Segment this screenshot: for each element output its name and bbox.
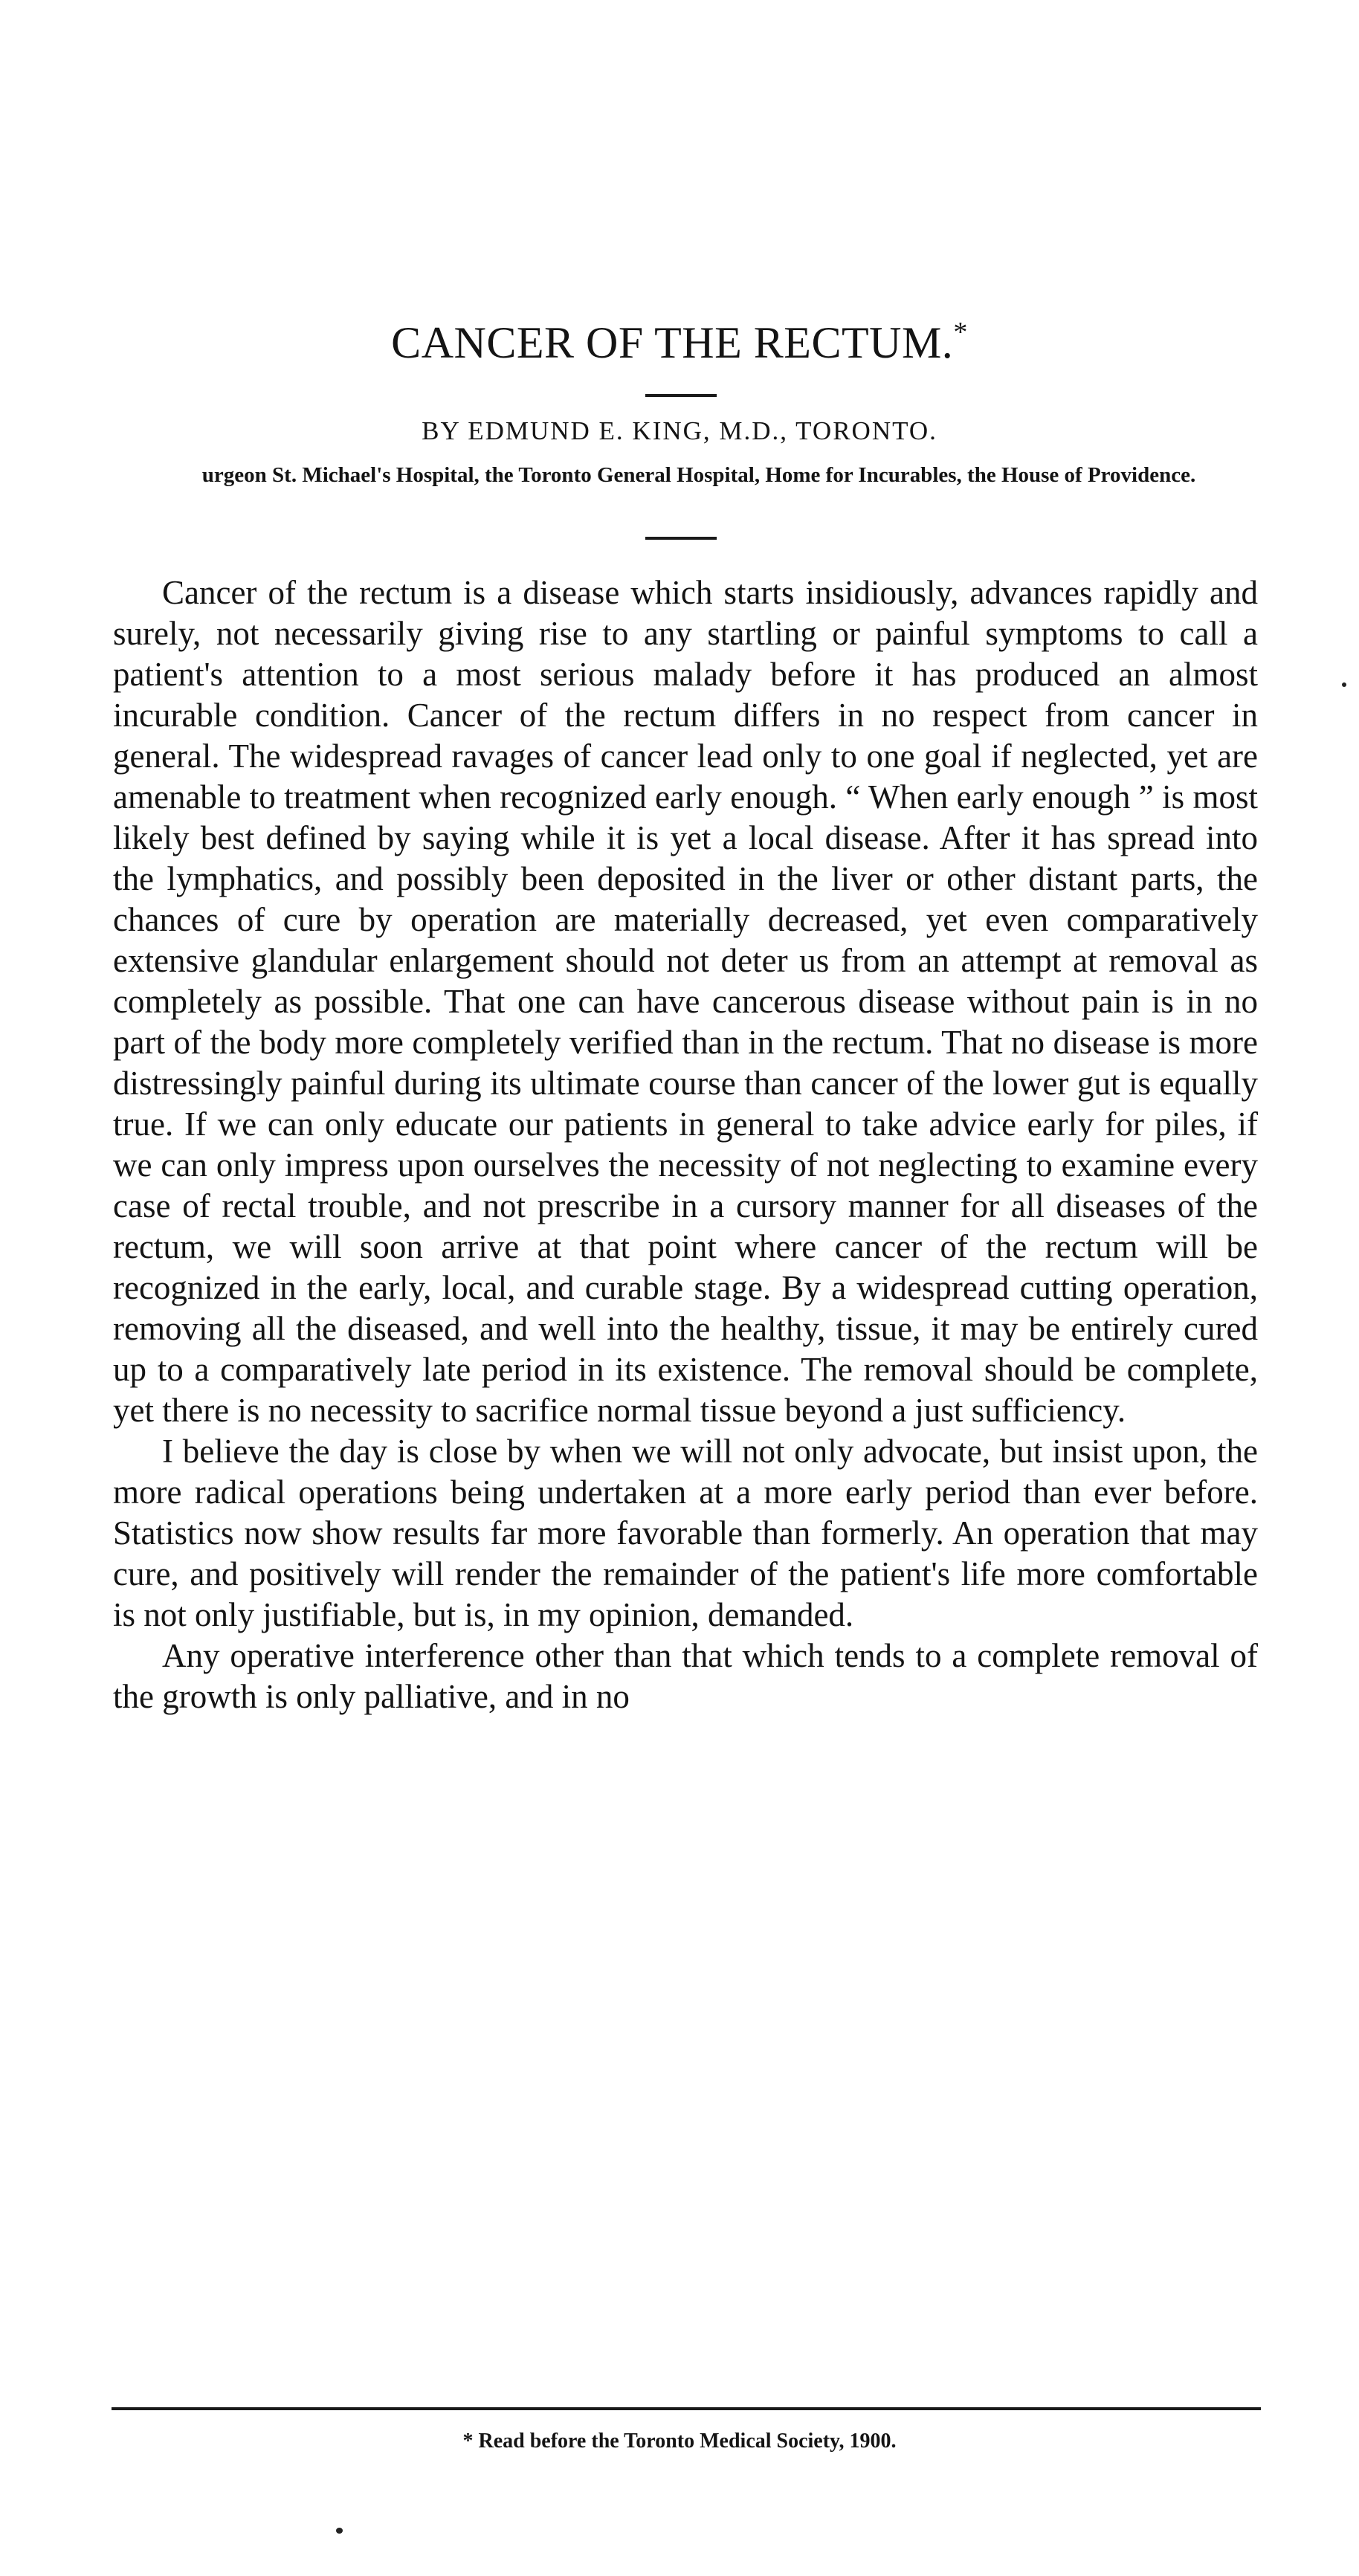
footnote-divider — [112, 2407, 1261, 2410]
body-paragraph: I believe the day is close by when we will not only advocate, but insist upon, the more radical operations being undertaken at a more early period than ever before. Statistics now show results far more favorable than formerly. An operation that may cure, and positively will render the remainder of the patient's life more comfortable is not only justifiable, but is, in my opinion, demanded. — [113, 1433, 1258, 1633]
scan-speck — [336, 2528, 343, 2534]
article-title-text: CANCER OF THE RECTUM. — [391, 318, 954, 367]
title-footnote-mark: * — [953, 317, 968, 348]
title-divider — [645, 394, 717, 397]
body-paragraph: Cancer of the rectum is a disease which starts insidiously, advances rapidly and surely, not necessarily giving rise to any startling or painful symptoms to call a patient's attention to a most serious malady before it has produced an almost incurable condition. Cancer of the rectum differs in no respect from cancer in general. The widespread ravages of cancer lead only to one goal if neglected, yet are amenable to treatment when recognized early enough. “ When early enough ” is most likely best defined by saying while it is yet a local disease. After it has spread into the lymphatics, and possibly been deposited in the liver or other distant parts, the chances of cure by operation are materially decreased, yet even comparatively extensive glandular enlargement should not deter us from an attempt at removal as completely as possible. That one can have cancerous disease without pain is in no part of the body more completely verified than in the rectum. That no disease is more distressingly painful during its ultimate course than cancer of the lower gut is equally true. If we can only educate our patients in general to take advice early for piles, if we can only impress upon ourselves the necessity of not neglecting to examine every case of rectal trouble, and not prescribe in a cursory manner for all diseases of the rectum, we will soon arrive at that point where cancer of the rectum will be recognized in the early, local, and curable stage. By a widespread cutting operation, removing all the diseased, and well into the healthy, tissue, it may be entirely cured up to a comparatively late period in its existence. The removal should be complete, yet there is no necessity to sacrifice normal tissue beyond a just sufficiency. — [113, 574, 1258, 1429]
article-title — [0, 316, 1359, 369]
author-affiliation: urgeon St. Michael's Hospital, the Toronto General Hospital, Home for Incurables, the House of Providence. — [201, 463, 1196, 487]
article-body — [113, 572, 1258, 1717]
body-paragraph: Any operative interference other than that which tends to a complete removal of the growth is only palliative, and in no — [113, 1637, 1258, 1715]
author-byline: BY EDMUND E. KING, M.D., TORONTO. — [422, 416, 937, 445]
scan-speck — [1342, 682, 1346, 687]
byline-divider — [645, 537, 717, 540]
footnote: * Read before the Toronto Medical Society, 1900. — [462, 2430, 897, 2453]
